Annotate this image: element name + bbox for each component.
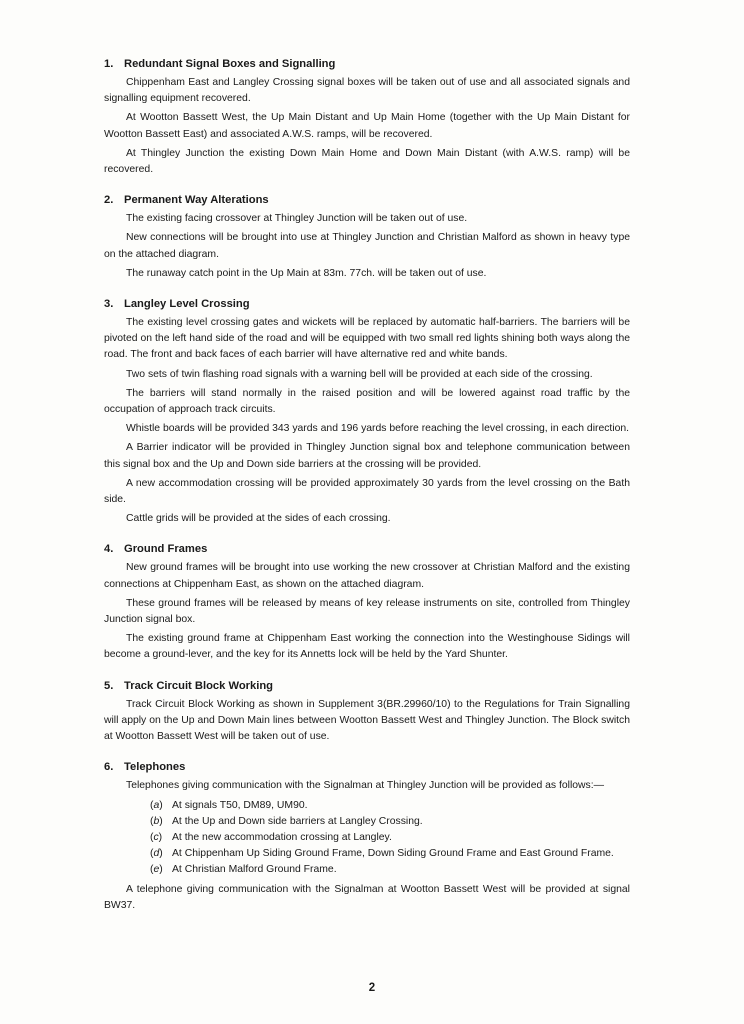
list-item xyxy=(104,798,630,814)
section-heading xyxy=(104,296,630,312)
list-item-text: At the new accommodation crossing at Langley. xyxy=(172,831,392,843)
section-5 xyxy=(104,678,630,746)
telephone-list xyxy=(104,798,630,879)
list-item-text: At Christian Malford Ground Frame. xyxy=(172,864,337,876)
paragraph: The existing level crossing gates and wickets will be replaced by automatic half-barriers. The barriers will be pivoted on the left hand side of the road and will be equipped with two small red lights shining both ways along the road. The front and back faces of each barrier will have alternative red and white bands. xyxy=(104,317,630,361)
section-title: Track Circuit Block Working xyxy=(124,679,273,692)
paragraph: New connections will be brought into use at Thingley Junction and Christian Malford as shown in heavy type on the attached diagram. xyxy=(104,232,630,260)
paragraph: Two sets of twin flashing road signals with a warning bell will be provided at each side of the crossing. xyxy=(126,368,593,380)
paragraph: New ground frames will be brought into use working the new crossover at Christian Malford and the existing connections at Chippenham East, as shown on the attached diagram. xyxy=(104,562,630,590)
section-heading xyxy=(104,541,630,557)
paragraph: The runaway catch point in the Up Main at 83m. 77ch. will be taken out of use. xyxy=(126,267,487,279)
section-number: 4. xyxy=(104,543,114,556)
list-item xyxy=(104,846,630,862)
list-label: (d) xyxy=(150,848,163,860)
section-number: 5. xyxy=(104,679,114,692)
section-1 xyxy=(104,56,630,178)
section-heading xyxy=(104,759,630,775)
section-title: Redundant Signal Boxes and Signalling xyxy=(124,58,336,70)
list-label: (b) xyxy=(150,815,163,827)
list-item xyxy=(104,862,630,878)
list-item xyxy=(104,830,630,846)
section-number: 1. xyxy=(104,58,114,70)
paragraph: At Wootton Bassett West, the Up Main Distant and Up Main Home (together with the Up Main Distant for Wootton Bassett East) and associated A.W.S. ramps, will be recovered. xyxy=(104,112,630,140)
section-number: 6. xyxy=(104,761,114,774)
section-heading xyxy=(104,192,630,208)
paragraph: Whistle boards will be provided 343 yards and 196 yards before reaching the level crossing, in each direction. xyxy=(126,423,630,435)
list-label: (e) xyxy=(150,864,163,876)
page-number: 2 xyxy=(368,982,376,994)
list-label: (a) xyxy=(150,799,163,811)
paragraph: The existing ground frame at Chippenham East working the connection into the Westinghouse Sidings will become a ground-lever, and the key for its Annetts lock will be held by the Yard Shunter. xyxy=(104,633,630,661)
paragraph: Cattle grids will be provided at the sides of each crossing. xyxy=(126,513,391,525)
section-3 xyxy=(104,296,630,527)
paragraph: A telephone giving communication with the Signalman at Wootton Bassett West will be provided at signal BW37. xyxy=(104,883,630,911)
paragraph: These ground frames will be released by means of key release instruments on site, controlled from Thingley Junction signal box. xyxy=(104,597,630,626)
list-item xyxy=(104,814,630,830)
list-item-text: At Chippenham Up Siding Ground Frame, Down Siding Ground Frame and East Ground Frame. xyxy=(172,848,614,860)
section-title: Permanent Way Alterations xyxy=(124,194,269,207)
paragraph: Track Circuit Block Working as shown in Supplement 3(BR.29960/10) to the Regulations for Train Signalling will apply on the Up and Down Main lines between Wootton Bassett West and Thingley Junction. The Block switch at Wootton Bassett West will be taken out of use. xyxy=(104,698,630,743)
section-number: 3. xyxy=(104,298,114,311)
section-2 xyxy=(104,192,630,282)
section-title: Langley Level Crossing xyxy=(124,298,250,311)
paragraph: At Thingley Junction the existing Down Main Home and Down Main Distant (with A.W.S. ramp) will be recovered. xyxy=(104,147,630,176)
section-heading xyxy=(104,56,630,72)
paragraph: Telephones giving communication with the Signalman at Thingley Junction will be provided as follows:— xyxy=(126,780,605,792)
section-heading xyxy=(104,678,630,694)
paragraph: A Barrier indicator will be provided in Thingley Junction signal box and telephone communication between this signal box and the Up and Down side barriers at the crossing will be provided. xyxy=(104,442,630,470)
section-6 xyxy=(104,759,630,914)
section-number: 2. xyxy=(104,194,114,207)
list-item-text: At signals T50, DM89, UM90. xyxy=(172,799,308,811)
list-item-text: At the Up and Down side barriers at Langley Crossing. xyxy=(172,815,423,827)
section-title: Ground Frames xyxy=(124,543,208,556)
list-label: (c) xyxy=(150,831,163,843)
paragraph: A new accommodation crossing will be provided approximately 30 yards from the level crossing on the Bath side. xyxy=(104,477,630,506)
paragraph: The existing facing crossover at Thingley Junction will be taken out of use. xyxy=(126,213,468,225)
section-title: Telephones xyxy=(124,761,186,774)
section-4 xyxy=(104,541,630,663)
paragraph: The barriers will stand normally in the raised position and will be lowered against road traffic by the occupation of approach track circuits. xyxy=(104,387,630,416)
paragraph: Chippenham East and Langley Crossing signal boxes will be taken out of use and all associated signals and signalling equipment recovered. xyxy=(104,77,630,105)
